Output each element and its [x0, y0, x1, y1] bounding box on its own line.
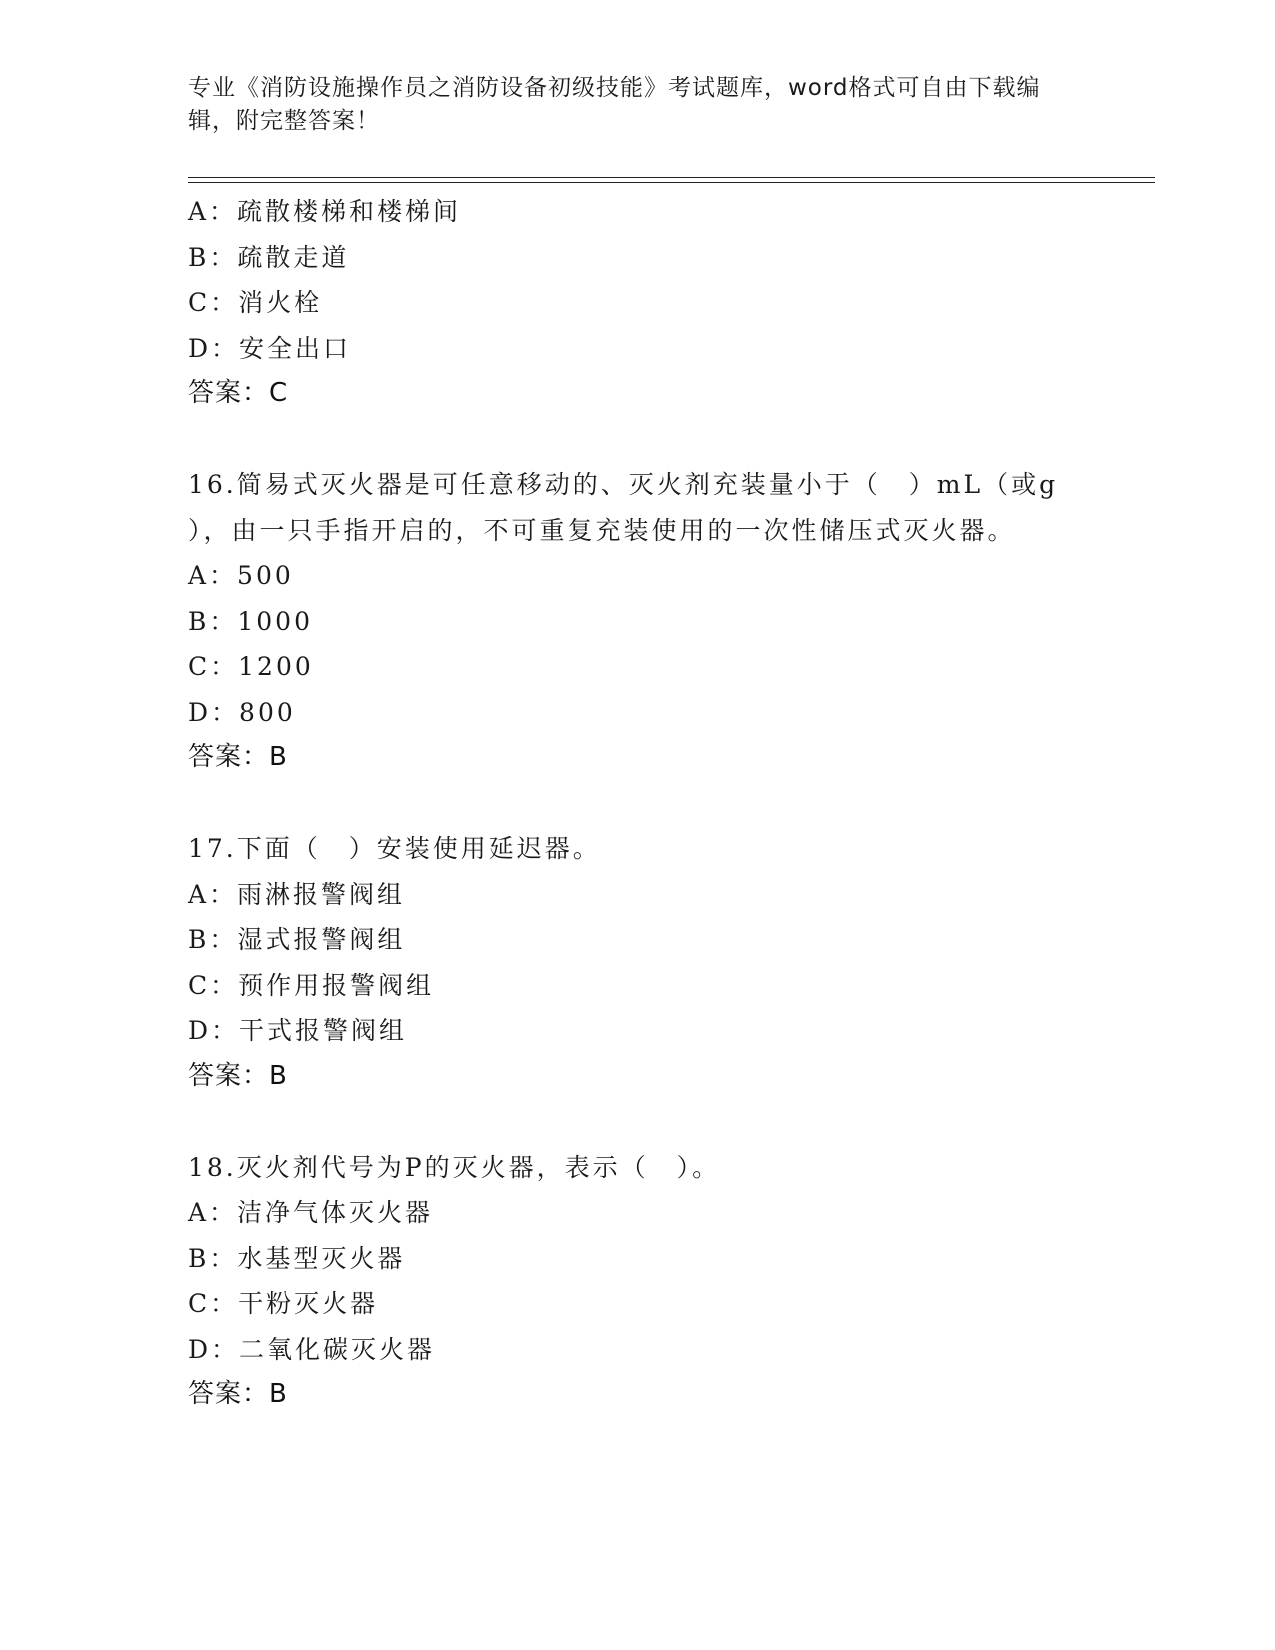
question-block-17: [188, 826, 1128, 1099]
option-a: A：雨淋报警阀组: [188, 879, 406, 909]
question-text-line-1: 17.下面（ ）安装使用延迟器。: [188, 834, 601, 863]
option-b: B：水基型灭火器: [188, 1243, 406, 1273]
option-b: B：疏散走道: [188, 242, 350, 272]
question-text-line-2: ），由一只手指开启的，不可重复充装使用的一次性储压式灭火器。: [188, 515, 1016, 545]
answer-line: 答案：B: [188, 1379, 288, 1409]
option-d: D：干式报警阀组: [188, 1016, 408, 1045]
question-list: [188, 189, 1128, 1418]
option-c: C：1200: [188, 652, 314, 681]
header-divider-top: [188, 177, 1155, 178]
option-c: C：预作用报警阀组: [188, 970, 435, 1000]
spacer: [188, 781, 1128, 827]
spacer: [188, 417, 1128, 463]
answer-line: 答案：B: [188, 742, 288, 772]
option-a: A：洁净气体灭火器: [188, 1198, 434, 1227]
document-header: [188, 72, 1088, 138]
option-c: C：消火栓: [188, 288, 323, 317]
header-line-2: 辑，附完整答案！: [188, 108, 380, 134]
spacer: [188, 1099, 1128, 1145]
header-divider-bottom: [188, 182, 1155, 183]
header-line-1: 专业《消防设施操作员之消防设备初级技能》考试题库，word格式可自由下载编: [188, 75, 1041, 101]
option-d: D：二氧化碳灭火器: [188, 1334, 436, 1364]
option-d: D：800: [188, 697, 296, 727]
question-block-15: [188, 189, 1128, 417]
option-b: B：1000: [188, 606, 313, 636]
option-d: D：安全出口: [188, 333, 352, 363]
answer-line: 答案：C: [188, 378, 289, 408]
question-block-18: [188, 1145, 1128, 1418]
answer-line: 答案：B: [188, 1060, 288, 1091]
option-a: A：疏散楼梯和楼梯间: [188, 197, 462, 226]
question-text-line-1: 16.简易式灭火器是可任意移动的、灭火剂充装量小于（ ）mL（或g: [188, 470, 1059, 499]
question-text-line-1: 18.灭火剂代号为P的灭火器，表示（ ）。: [188, 1152, 721, 1182]
option-a: A：500: [188, 561, 294, 590]
option-c: C：干粉灭火器: [188, 1289, 379, 1318]
question-block-16: [188, 462, 1128, 781]
option-b: B：湿式报警阀组: [188, 925, 406, 954]
